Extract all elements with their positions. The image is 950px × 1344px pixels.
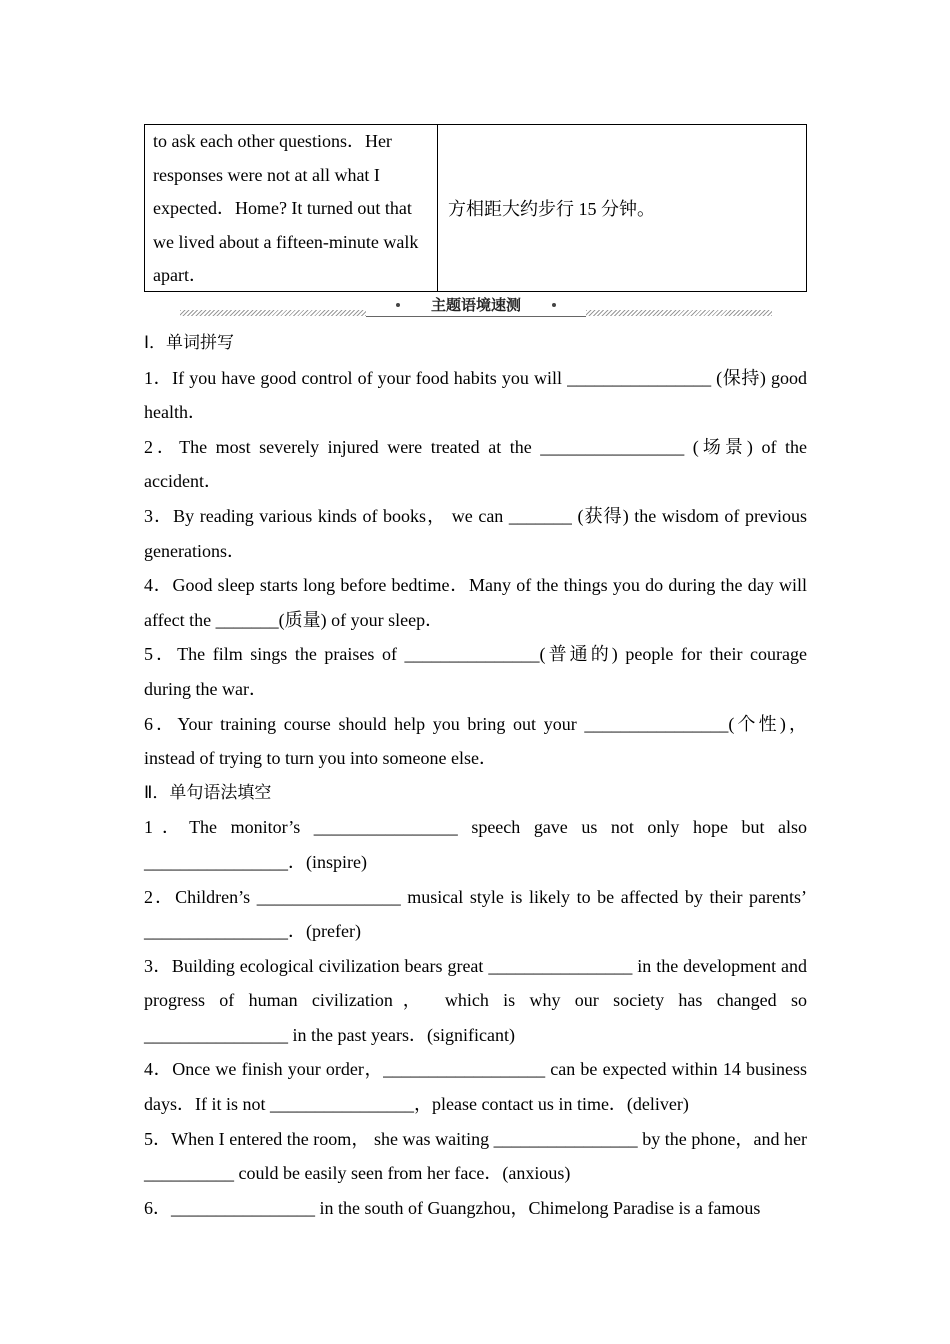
translation-table	[144, 124, 807, 292]
table-chinese-cell: 方相距大约步行 15 分钟。	[448, 199, 655, 219]
list-item: 6．Your training course should help you bring out your ________________(个性)，instead of trying to turn you into someone else．	[144, 713, 807, 769]
list-item: 3．Building ecological civilization bears great ________________ in the development and progress of human civilization， which is why our society has changed so ________________ in the past years．(significant)	[144, 955, 807, 1045]
section2-heading: Ⅱ．单句语法填空	[144, 782, 272, 803]
list-item: 1．If you have good control of your food habits you will ________________ (保持) good health．	[144, 367, 807, 423]
list-item: 6．________________ in the south of Guangzhou，Chimelong Paradise is a famous	[144, 1197, 761, 1218]
list-item: 2．The most severely injured were treated at the ________________ (场景) of the accident．	[144, 436, 807, 492]
banner-dot-right-icon	[552, 303, 556, 307]
list-item: 5．The film sings the praises of _______________(普通的) people for their courage during the war．	[144, 644, 807, 699]
exercise-content	[144, 326, 807, 1225]
list-item: 4．Once we finish your order，__________________ can be expected within 14 business days．If it is not ________________，please contact us in time．(deliver)	[144, 1059, 807, 1115]
banner-title: 主题语境速测	[430, 296, 521, 314]
list-item: 3．By reading various kinds of books， we can _______ (获得) the wisdom of previous generations．	[144, 505, 807, 561]
banner-hatch-right	[586, 310, 772, 316]
section-banner	[180, 294, 772, 318]
list-item: 4．Good sleep starts long before bedtime．Many of the things you do during the day will affect the _______(质量) of your sleep．	[144, 575, 807, 630]
section1-heading: Ⅰ．单词拼写	[144, 333, 235, 353]
list-item: 1．The monitor’s ________________ speech gave us not only hope but also ________________．(inspire)	[144, 817, 807, 872]
banner-hatch-left	[180, 310, 366, 316]
list-item: 5．When I entered the room， she was waiting ________________ by the phone，and her __________ could be easily seen from her face．(anxious)	[144, 1128, 807, 1184]
list-item: 2．Children’s ________________ musical style is likely to be affected by their parents’ ________________．(prefer)	[144, 886, 807, 942]
table-english-cell: to ask each other questions．Her responses were not at all what I expected．Home? It turned out that we lived about a fifteen-minute walk apart．	[145, 125, 438, 291]
banner-dot-left-icon	[396, 303, 400, 307]
